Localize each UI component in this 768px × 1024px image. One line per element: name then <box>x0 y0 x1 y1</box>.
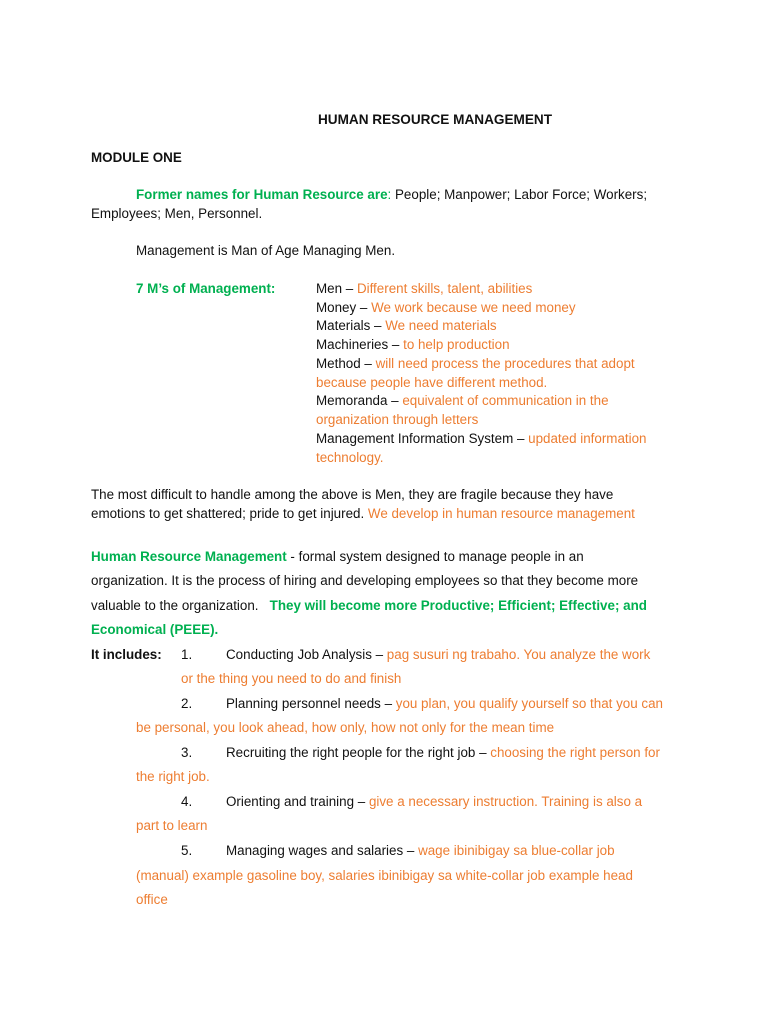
list-item-desc: choosing the right person for <box>490 745 660 760</box>
seven-ms-label: 7 M’s of Management: <box>136 281 276 296</box>
hrm-line1 <box>91 549 584 564</box>
m-term: Men – <box>316 281 357 296</box>
list-item-2-cont: be personal, you look ahead, how only, how not only for the mean time <box>136 720 555 735</box>
hrm-definition: - formal system designed to manage people in an <box>286 549 584 564</box>
peee-statement-cont: Economical (PEEE). <box>91 622 219 637</box>
hrm-line2: organization. It is the process of hiring and developing employees so that they become more <box>91 573 639 588</box>
difficult-line1: The most difficult to handle among the above is Men, they are fragile because they have <box>91 487 614 502</box>
list-item-3-cont: the right job. <box>136 769 210 784</box>
m-item-method <box>316 356 635 371</box>
list-item-text: Conducting Job Analysis – <box>226 647 387 662</box>
list-item-text: Recruiting the right people for the right job – <box>226 745 491 760</box>
page-title: HUMAN RESOURCE MANAGEMENT <box>317 112 553 127</box>
former-names-colon: : <box>387 187 392 202</box>
difficult-text: emotions to get shattered; pride to get injured. <box>91 506 368 521</box>
m-desc: We need materials <box>385 318 497 333</box>
list-item-desc: wage ibinibigay sa blue-collar job <box>418 843 615 858</box>
list-item-desc: pag susuri ng trabaho. You analyze the work <box>386 647 651 662</box>
m-item-money <box>316 300 576 315</box>
m-desc: to help production <box>403 337 510 352</box>
includes-label: It includes: <box>91 647 162 662</box>
list-item-4-cont: part to learn <box>136 818 208 833</box>
m-item-memoranda-cont: organization through letters <box>316 412 479 427</box>
list-item-3 <box>226 745 660 760</box>
former-names-label: Former names for Human Resource are <box>136 187 388 202</box>
list-num-2: 2. <box>181 696 193 711</box>
m-desc: updated information <box>528 431 647 446</box>
former-names-line1 <box>136 187 647 202</box>
list-item-text: Orienting and training – <box>226 794 369 809</box>
m-term: Machineries – <box>316 337 404 352</box>
list-item-5-cont: (manual) example gasoline boy, salaries ibinibigay sa white-collar job example head <box>136 868 633 883</box>
hrm-line3-text: valuable to the organization. <box>91 598 270 613</box>
list-item-5 <box>226 843 615 858</box>
m-desc: Different skills, talent, abilities <box>356 281 533 296</box>
m-term: Materials – <box>316 318 386 333</box>
list-num-1: 1. <box>181 647 193 662</box>
m-item-machineries <box>316 337 510 352</box>
list-item-1 <box>226 647 650 662</box>
hrm-term: Human Resource Management <box>91 549 287 564</box>
former-names-text: People; Manpower; Labor Force; Workers; <box>391 187 648 202</box>
hrm-line3 <box>91 598 647 613</box>
former-names-line2: Employees; Men, Personnel. <box>91 206 263 221</box>
m-item-mis <box>316 431 647 446</box>
m-item-mis-cont: technology. <box>316 450 384 465</box>
m-item-materials <box>316 318 497 333</box>
list-item-1-cont: or the thing you need to do and finish <box>181 671 402 686</box>
m-item-men <box>316 281 532 296</box>
list-num-4: 4. <box>181 794 193 809</box>
difficult-line2 <box>91 506 635 521</box>
m-item-memoranda <box>316 393 609 408</box>
peee-statement: They will become more Productive; Efficient; Effective; and <box>269 598 647 613</box>
list-item-text: Planning personnel needs – <box>226 696 396 711</box>
list-item-5-cont2: office <box>136 892 168 907</box>
list-item-2 <box>226 696 663 711</box>
m-desc: We work because we need money <box>371 300 576 315</box>
difficult-highlight: We develop in human resource management <box>367 506 635 521</box>
m-term: Money – <box>316 300 372 315</box>
management-line: Management is Man of Age Managing Men. <box>136 243 396 258</box>
m-desc: will need process the procedures that adopt <box>375 356 635 371</box>
m-term: Management Information System – <box>316 431 529 446</box>
list-item-desc: give a necessary instruction. Training is also a <box>368 794 643 809</box>
list-item-desc: you plan, you qualify yourself so that you can <box>395 696 663 711</box>
list-item-text: Managing wages and salaries – <box>226 843 419 858</box>
m-desc: equivalent of communication in the <box>402 393 609 408</box>
m-term: Method – <box>316 356 376 371</box>
list-num-5: 5. <box>181 843 193 858</box>
module-heading: MODULE ONE <box>91 150 182 165</box>
m-item-method-cont: because people have different method. <box>316 375 548 390</box>
m-term: Memoranda – <box>316 393 403 408</box>
list-item-4 <box>226 794 642 809</box>
list-num-3: 3. <box>181 745 193 760</box>
